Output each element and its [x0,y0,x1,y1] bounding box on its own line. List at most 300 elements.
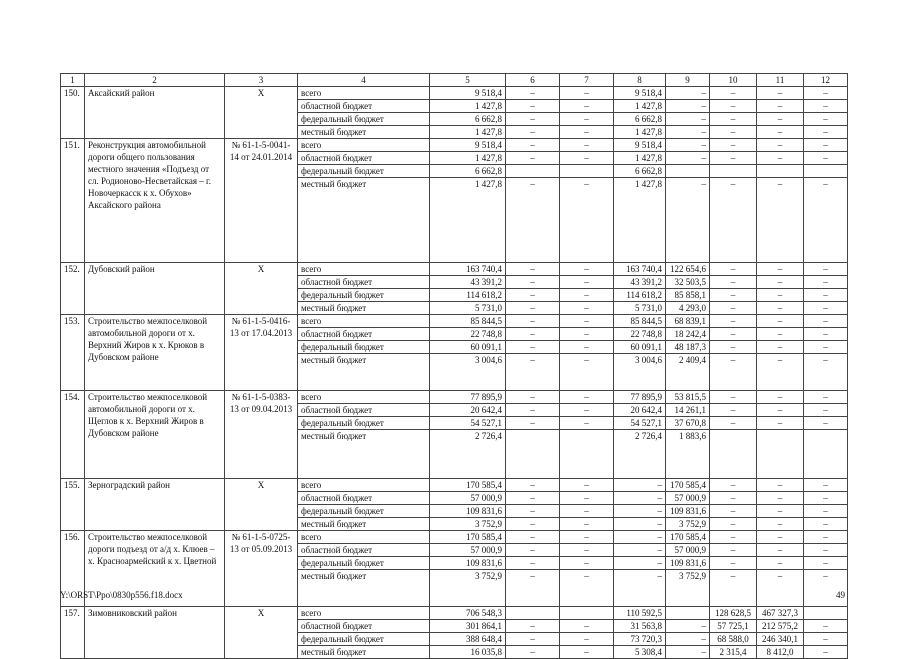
funding-source: местный бюджет [298,430,430,479]
amount-cell: 109 831,6 [430,557,506,570]
amount-cell: 163 740,4 [614,263,666,276]
amount-cell: 54 527,1 [430,417,506,430]
amount-cell: – [757,152,804,165]
amount-cell: – [710,531,757,544]
amount-cell: – [757,492,804,505]
amount-cell: 48 187,3 [666,341,710,354]
amount-cell [560,430,614,479]
funding-source: областной бюджет [298,276,430,289]
amount-cell: – [614,570,666,607]
amount-cell: – [804,178,848,263]
amount-cell: – [804,518,848,531]
amount-cell: – [666,178,710,263]
amount-cell: – [560,315,614,328]
amount-cell: – [506,139,560,152]
amount-cell [666,607,710,620]
amount-cell: – [804,404,848,417]
amount-cell: – [710,328,757,341]
amount-cell: – [506,544,560,557]
object-name: Зерноградский район [85,479,225,531]
amount-cell: – [710,492,757,505]
document-reference: № 61-1-5-0383-13 от 09.04.2013 [225,391,298,479]
amount-cell [506,430,560,479]
amount-cell: 9 518,4 [430,139,506,152]
amount-cell: 110 592,5 [614,607,666,620]
amount-cell: – [560,544,614,557]
amount-cell [666,165,710,178]
amount-cell: – [666,620,710,633]
amount-cell: 43 391,2 [614,276,666,289]
amount-cell [506,165,560,178]
amount-cell: 170 585,4 [666,531,710,544]
object-name: Реконструкция автомобильной дороги общего пользования местного значения «Подъезд от сл. Родионово-Несветайская – г. Новочеркасск к х. Обухов» Аксайского района [85,139,225,263]
amount-cell: – [560,570,614,607]
amount-cell: – [757,276,804,289]
row-number: 157. [61,607,85,659]
amount-cell: 60 091,1 [430,341,506,354]
amount-cell: 32 503,5 [666,276,710,289]
amount-cell: – [506,557,560,570]
amount-cell: – [804,315,848,328]
amount-cell: – [506,126,560,139]
amount-cell: – [506,263,560,276]
amount-cell: 16 035,8 [430,646,506,659]
funding-source: местный бюджет [298,126,430,139]
document-reference: № 61-1-5-0041-14 от 24.01.2014 [225,139,298,263]
amount-cell: – [757,557,804,570]
amount-cell: – [560,113,614,126]
amount-cell: – [614,557,666,570]
row-number: 153. [61,315,85,391]
amount-cell: – [614,518,666,531]
amount-cell: – [757,87,804,100]
amount-cell [560,607,614,620]
amount-cell: – [710,152,757,165]
amount-cell: – [710,178,757,263]
amount-cell: 77 895,9 [614,391,666,404]
amount-cell: 3 752,9 [430,518,506,531]
amount-cell: – [506,328,560,341]
amount-cell: – [710,302,757,315]
amount-cell: 31 563,8 [614,620,666,633]
amount-cell: 20 642,4 [614,404,666,417]
funding-source: федеральный бюджет [298,341,430,354]
funding-source: местный бюджет [298,178,430,263]
amount-cell: 109 831,6 [666,557,710,570]
column-number-header: 9 [666,74,710,87]
amount-cell: 163 740,4 [430,263,506,276]
column-number-header: 5 [430,74,506,87]
amount-cell: – [804,276,848,289]
amount-cell: – [560,178,614,263]
amount-cell: – [804,620,848,633]
amount-cell: 706 548,3 [430,607,506,620]
amount-cell: – [757,570,804,607]
amount-cell: 77 895,9 [430,391,506,404]
amount-cell: – [710,391,757,404]
table-row [61,139,848,152]
amount-cell: 1 427,8 [614,152,666,165]
amount-cell [757,165,804,178]
amount-cell: – [710,126,757,139]
amount-cell: – [560,289,614,302]
amount-cell: – [666,152,710,165]
amount-cell: – [614,479,666,492]
amount-cell: – [804,302,848,315]
budget-table [60,73,848,659]
amount-cell: – [757,263,804,276]
amount-cell: 109 831,6 [666,505,710,518]
amount-cell: 57 725,1 [710,620,757,633]
row-number: 152. [61,263,85,315]
amount-cell: – [666,87,710,100]
amount-cell: – [560,139,614,152]
funding-source: федеральный бюджет [298,633,430,646]
amount-cell: 43 391,2 [430,276,506,289]
document-reference: Х [225,263,298,315]
amount-cell: – [804,87,848,100]
funding-source: всего [298,607,430,620]
amount-cell: – [560,479,614,492]
amount-cell: – [804,354,848,391]
funding-source: всего [298,87,430,100]
amount-cell: – [560,531,614,544]
amount-cell: – [560,302,614,315]
amount-cell: 170 585,4 [430,479,506,492]
funding-source: федеральный бюджет [298,557,430,570]
amount-cell: – [506,620,560,633]
amount-cell: – [710,276,757,289]
amount-cell: – [710,404,757,417]
table-row [61,531,848,544]
amount-cell: 3 004,6 [614,354,666,391]
amount-cell: – [804,152,848,165]
amount-cell: – [757,479,804,492]
amount-cell: 6 662,8 [430,165,506,178]
amount-cell: – [710,139,757,152]
amount-cell: – [757,354,804,391]
amount-cell: – [710,544,757,557]
column-number-header: 10 [710,74,757,87]
amount-cell: 3 752,9 [666,570,710,607]
amount-cell: – [710,315,757,328]
amount-cell: – [710,518,757,531]
funding-source: федеральный бюджет [298,289,430,302]
amount-cell: – [804,113,848,126]
amount-cell [560,165,614,178]
table-row [61,607,848,620]
amount-cell: – [666,646,710,659]
funding-source: всего [298,139,430,152]
amount-cell [710,430,757,479]
funding-source: областной бюджет [298,620,430,633]
amount-cell: – [506,417,560,430]
amount-cell: – [560,404,614,417]
amount-cell: – [666,139,710,152]
row-number: 154. [61,391,85,479]
amount-cell: 57 000,9 [666,544,710,557]
amount-cell: 2 726,4 [430,430,506,479]
object-name: Зимовниковский район [85,607,225,659]
amount-cell: – [757,328,804,341]
amount-cell: – [757,289,804,302]
column-number-header: 12 [804,74,848,87]
funding-source: областной бюджет [298,100,430,113]
amount-cell: – [804,633,848,646]
amount-cell: 6 662,8 [614,113,666,126]
amount-cell: – [506,633,560,646]
amount-cell: 246 340,1 [757,633,804,646]
amount-cell: 3 752,9 [430,570,506,607]
column-number-header: 6 [506,74,560,87]
amount-cell: 9 518,4 [614,139,666,152]
amount-cell: – [614,531,666,544]
amount-cell: – [560,492,614,505]
row-number: 156. [61,531,85,607]
amount-cell: – [757,100,804,113]
amount-cell: 3 752,9 [666,518,710,531]
funding-source: областной бюджет [298,544,430,557]
amount-cell: – [666,633,710,646]
column-number-header: 4 [298,74,430,87]
amount-cell: 301 864,1 [430,620,506,633]
amount-cell: 1 427,8 [430,178,506,263]
amount-cell: 114 618,2 [430,289,506,302]
amount-cell: 2 409,4 [666,354,710,391]
amount-cell: 6 662,8 [614,165,666,178]
amount-cell: – [506,646,560,659]
amount-cell: 1 883,6 [666,430,710,479]
amount-cell: 1 427,8 [430,100,506,113]
amount-cell: – [757,315,804,328]
funding-source: всего [298,391,430,404]
amount-cell: – [560,620,614,633]
amount-cell: – [757,302,804,315]
column-number-header: 2 [85,74,225,87]
object-name: Строительство межпоселковой дороги подъезд от а/д х. Клюев – х. Красноармейский к х. Цветной [85,531,225,607]
amount-cell: 5 731,0 [614,302,666,315]
amount-cell: – [804,391,848,404]
amount-cell: 18 242,4 [666,328,710,341]
amount-cell: 22 748,8 [430,328,506,341]
amount-cell: – [804,139,848,152]
amount-cell: – [506,152,560,165]
amount-cell: – [710,354,757,391]
funding-source: местный бюджет [298,646,430,659]
amount-cell: – [506,518,560,531]
amount-cell: – [710,505,757,518]
amount-cell: 9 518,4 [430,87,506,100]
amount-cell: 8 412,0 [757,646,804,659]
amount-cell: – [757,404,804,417]
amount-cell: – [560,518,614,531]
amount-cell: – [506,302,560,315]
table-row [61,87,848,100]
amount-cell: 57 000,9 [666,492,710,505]
amount-cell: 85 844,5 [430,315,506,328]
amount-cell: – [506,531,560,544]
column-number-header: 8 [614,74,666,87]
amount-cell: – [804,479,848,492]
amount-cell: 2 726,4 [614,430,666,479]
amount-cell: – [614,544,666,557]
funding-source: областной бюджет [298,152,430,165]
amount-cell: – [560,646,614,659]
amount-cell: – [666,100,710,113]
amount-cell: – [710,289,757,302]
amount-cell: – [804,492,848,505]
amount-cell: – [506,505,560,518]
funding-source: местный бюджет [298,518,430,531]
amount-cell: – [804,570,848,607]
amount-cell: – [757,391,804,404]
amount-cell: – [560,341,614,354]
funding-source: федеральный бюджет [298,165,430,178]
amount-cell: – [666,113,710,126]
amount-cell: – [560,276,614,289]
amount-cell: – [560,100,614,113]
amount-cell: 68 839,1 [666,315,710,328]
amount-cell: 1 427,8 [430,152,506,165]
table-row [61,263,848,276]
amount-cell: – [506,178,560,263]
amount-cell: 57 000,9 [430,492,506,505]
funding-source: местный бюджет [298,354,430,391]
document-reference: Х [225,607,298,659]
funding-source: местный бюджет [298,570,430,607]
amount-cell: – [804,531,848,544]
row-number: 150. [61,87,85,139]
amount-cell: – [757,139,804,152]
amount-cell: – [506,404,560,417]
amount-cell: – [560,557,614,570]
funding-source: всего [298,531,430,544]
amount-cell: – [710,341,757,354]
amount-cell [804,430,848,479]
amount-cell: – [804,505,848,518]
amount-cell: – [560,354,614,391]
amount-cell: – [757,531,804,544]
amount-cell: 9 518,4 [614,87,666,100]
amount-cell: – [804,341,848,354]
amount-cell: – [560,126,614,139]
amount-cell: – [710,557,757,570]
amount-cell: 1 427,8 [614,100,666,113]
amount-cell: 54 527,1 [614,417,666,430]
amount-cell: 68 588,0 [710,633,757,646]
amount-cell: – [506,289,560,302]
funding-source: федеральный бюджет [298,417,430,430]
amount-cell: – [757,544,804,557]
amount-cell: – [506,479,560,492]
amount-cell: – [804,100,848,113]
amount-cell: 388 648,4 [430,633,506,646]
amount-cell: – [506,87,560,100]
amount-cell: 60 091,1 [614,341,666,354]
amount-cell: 5 731,0 [430,302,506,315]
amount-cell: 85 844,5 [614,315,666,328]
document-reference: № 61-1-5-0416-13 от 17.04.2013 [225,315,298,391]
amount-cell: – [506,315,560,328]
amount-cell: 53 815,5 [666,391,710,404]
amount-cell: – [710,263,757,276]
document-reference: Х [225,479,298,531]
amount-cell: 467 327,3 [757,607,804,620]
amount-cell: – [804,263,848,276]
amount-cell: – [804,557,848,570]
table-row [61,479,848,492]
amount-cell: – [560,505,614,518]
table-row [61,315,848,328]
amount-cell [804,165,848,178]
amount-cell: 114 618,2 [614,289,666,302]
column-number-header: 11 [757,74,804,87]
amount-cell: – [506,100,560,113]
amount-cell: 4 293,0 [666,302,710,315]
column-number-header: 7 [560,74,614,87]
amount-cell [506,607,560,620]
amount-cell: 2 315,4 [710,646,757,659]
amount-cell: 1 427,8 [614,126,666,139]
amount-cell: 57 000,9 [430,544,506,557]
amount-cell: – [804,544,848,557]
header-row [61,74,848,87]
amount-cell: 6 662,8 [430,113,506,126]
amount-cell: – [710,417,757,430]
footer-file-path: Y:\ORST\Ppo\0830p556.f18.docx [60,590,183,600]
amount-cell: 1 427,8 [614,178,666,263]
amount-cell [804,607,848,620]
funding-source: областной бюджет [298,328,430,341]
amount-cell: – [506,341,560,354]
amount-cell: – [757,341,804,354]
funding-source: федеральный бюджет [298,505,430,518]
amount-cell: – [710,100,757,113]
amount-cell: 20 642,4 [430,404,506,417]
amount-cell: 122 654,6 [666,263,710,276]
amount-cell: – [804,417,848,430]
amount-cell: – [710,87,757,100]
amount-cell: – [757,126,804,139]
amount-cell: – [614,505,666,518]
table-row [61,391,848,404]
amount-cell [757,430,804,479]
amount-cell: 37 670,8 [666,417,710,430]
footer-page-number: 49 [836,590,845,600]
amount-cell: 170 585,4 [430,531,506,544]
amount-cell: – [757,518,804,531]
amount-cell: 22 748,8 [614,328,666,341]
object-name: Строительство межпоселковой автомобильной дороги от х. Щеглов к х. Верхний Жиров в Дубовском районе [85,391,225,479]
amount-cell: 1 427,8 [430,126,506,139]
amount-cell: – [560,87,614,100]
amount-cell: – [757,113,804,126]
amount-cell: – [804,126,848,139]
funding-source: областной бюджет [298,404,430,417]
amount-cell: – [560,391,614,404]
amount-cell: – [506,276,560,289]
object-name: Дубовский район [85,263,225,315]
amount-cell: – [804,289,848,302]
funding-source: всего [298,315,430,328]
amount-cell: – [506,354,560,391]
column-number-header: 3 [225,74,298,87]
document-reference: № 61-1-5-0725-13 от 05.09.2013 [225,531,298,607]
amount-cell: – [614,492,666,505]
amount-cell: – [506,391,560,404]
amount-cell: – [757,178,804,263]
amount-cell: – [804,646,848,659]
